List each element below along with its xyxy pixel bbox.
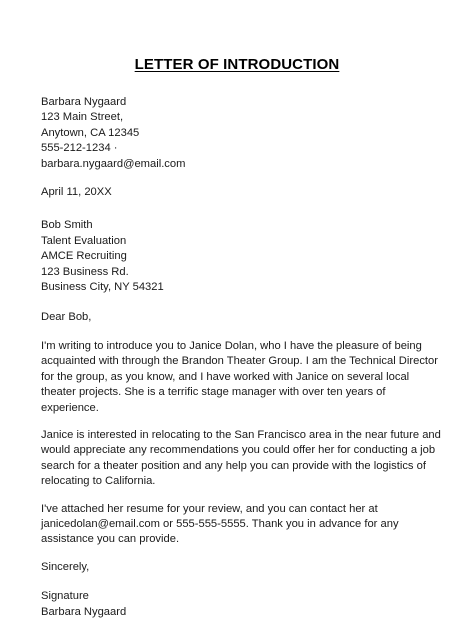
signer-name: Barbara Nygaard	[41, 605, 127, 618]
paragraph-2: Janice is interested in relocating to the San Francisco area in the near future and would appreciate any recommendations you could offer her for conducting a job search for a theater position and any help you can provide with the logistics of relocating to California.	[41, 428, 441, 488]
letter-body	[41, 95, 441, 620]
recipient-company: AMCE Recruiting	[41, 250, 127, 263]
recipient-address	[41, 218, 441, 295]
recipient-street: 123 Business Rd.	[41, 265, 129, 278]
sender-city: Anytown, CA 12345	[41, 126, 140, 139]
paragraph-3: I've attached her resume for your review, and you can contact her at janicedolan@email.com or 555-555-5555. Thank you in advance for any assistance you can provide.	[41, 502, 399, 546]
sender-name: Barbara Nygaard	[41, 96, 127, 108]
sender-address	[41, 95, 441, 172]
salutation: Dear Bob,	[41, 311, 92, 324]
letter-title: LETTER OF INTRODUCTION	[134, 56, 340, 73]
recipient-title: Talent Evaluation	[41, 234, 127, 247]
closing: Sincerely,	[41, 560, 90, 573]
sender-street: 123 Main Street,	[41, 111, 124, 124]
recipient-city: Business City, NY 54321	[41, 281, 164, 294]
signature-label: Signature	[41, 590, 89, 603]
sender-email: barbara.nygaard@email.com	[41, 157, 186, 170]
recipient-name: Bob Smith	[41, 219, 93, 232]
paragraph-1: I'm writing to introduce you to Janice Dolan, who I have the pleasure of being acquainted with through the Brandon Theater Group. I am the Technical Director for the group, as you know, and I have worked with Janice on several local theater projects. She is a terrific stage manager with over ten years of experience.	[41, 339, 438, 414]
sender-phone: 555-212-1234 ·	[41, 142, 118, 155]
letter-date: April 11, 20XX	[41, 186, 112, 199]
